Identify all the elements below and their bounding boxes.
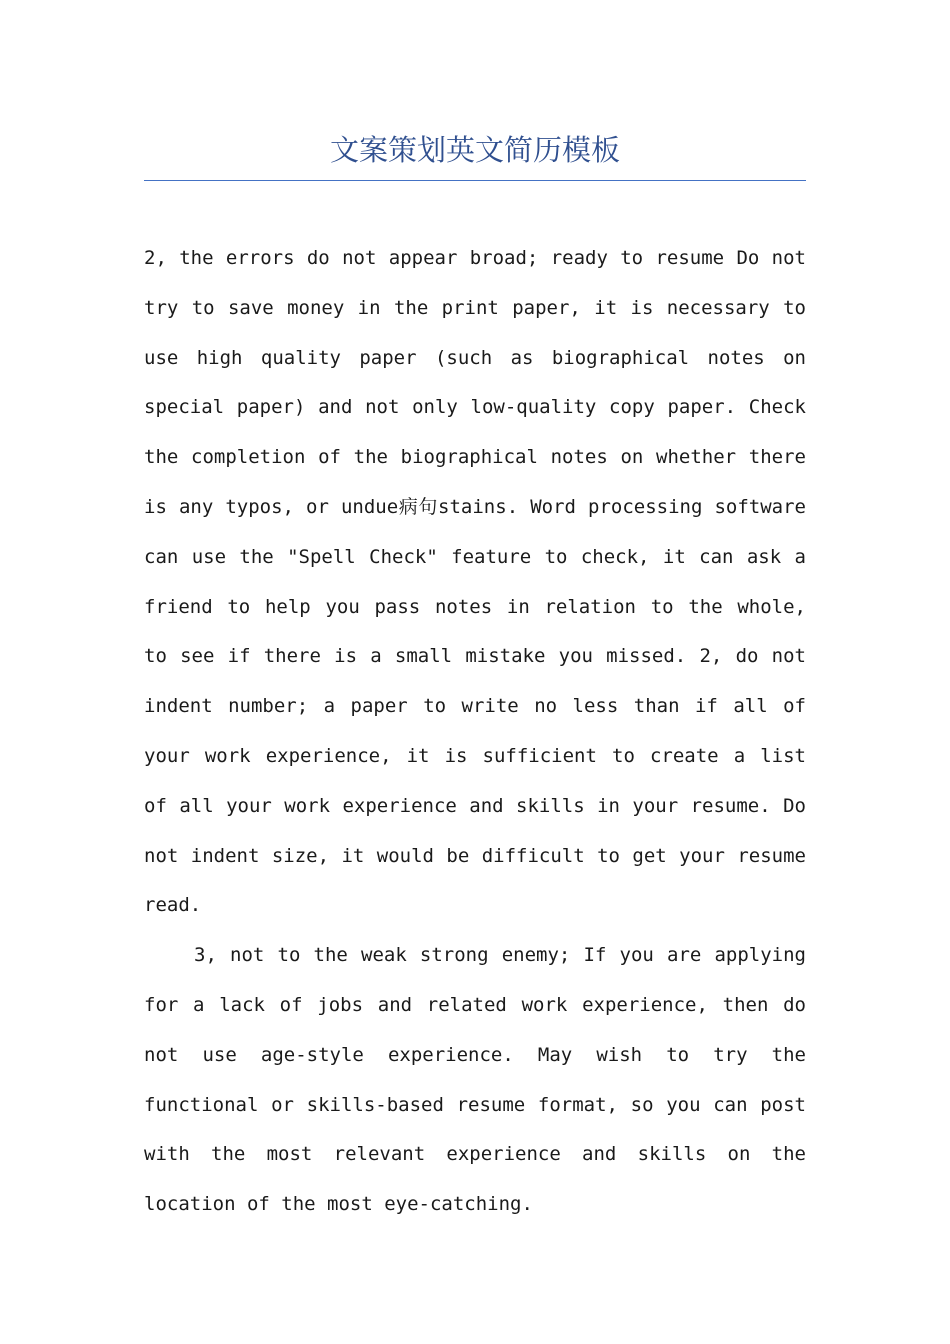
paragraph-weak-strong: 3, not to the weak strong enemy; If you are applying for a lack of jobs and related work experience, then do not use age-style experience. May wish to try the functional or skills-based resume format, so you can post with the most relevant experience and skills on the location of the most eye-catching. [144, 944, 806, 1216]
page-title: 文案策划英文简历模板 [329, 133, 620, 167]
paragraph-errors: 2, the errors do not appear broad; ready to resume Do not try to save money in the print paper, it is necessary to use high quality paper (such as biographical notes on special paper) and not only low-quality copy paper. Check the completion of the biographical notes on whether there is any typos, or undue病句stains. Word processing software can use the "Spell Check" feature to check, it can ask a friend to help you pass notes in relation to the whole, to see if there is a small mistake you missed. 2, do not indent number; a paper to write no less than if all of your work experience, it is sufficient to create a list of all your work experience and skills in your resume. Do not indent size, it would be difficult to get your resume read. [144, 247, 806, 917]
document-body [144, 234, 806, 1230]
title-underline [144, 180, 806, 181]
